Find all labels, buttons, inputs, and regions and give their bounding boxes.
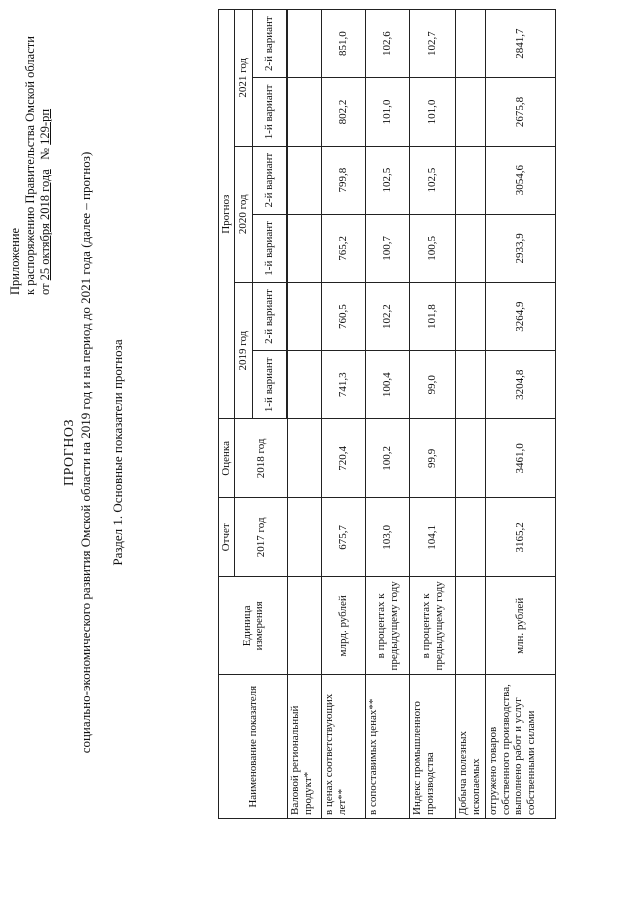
appendix-note	[8, 36, 53, 295]
row-value	[456, 282, 486, 350]
row-value: 102,2	[366, 282, 410, 350]
title-main: ПРОГНОЗ	[62, 419, 77, 487]
row-value: 103,0	[366, 498, 410, 577]
appendix-number: 129-рп	[38, 108, 52, 145]
indicators-table	[218, 9, 556, 819]
col-header-2020: 2020 год	[235, 146, 253, 282]
row-unit: млрд. рублей	[322, 577, 366, 675]
row-name: Добыча полезных ископаемых	[456, 675, 486, 819]
row-unit	[288, 577, 322, 675]
title-sub: социально-экономического развития Омской области на 2019 год и на период до 2021 года (далее – прогноз)	[78, 151, 93, 754]
row-value: 101,8	[410, 282, 456, 350]
row-value: 3461,0	[486, 419, 556, 498]
row-value: 3204,8	[486, 351, 556, 419]
table-row	[456, 10, 486, 819]
col-header-2018: 2018 год	[235, 419, 288, 498]
col-header-2019-v1: 1-й вариант	[253, 351, 287, 419]
row-value: 799,8	[322, 146, 366, 214]
row-name: в сопоставимых ценах**	[366, 675, 410, 819]
row-value	[288, 351, 322, 419]
row-value: 99,9	[410, 419, 456, 498]
col-header-report: Отчет	[219, 498, 235, 577]
row-name: в ценах соответствующих лет**	[322, 675, 366, 819]
row-value: 2841,7	[486, 10, 556, 78]
row-value: 100,7	[366, 214, 410, 282]
row-value: 102,7	[410, 10, 456, 78]
col-header-2020-v2: 2-й вариант	[253, 146, 287, 214]
row-value: 101,0	[366, 78, 410, 146]
row-value: 720,4	[322, 419, 366, 498]
appendix-line3	[38, 36, 53, 295]
row-value	[456, 78, 486, 146]
row-value: 101,0	[410, 78, 456, 146]
row-value	[456, 498, 486, 577]
col-header-name: Наименование показателя	[219, 675, 288, 819]
col-header-unit: Единица измерения	[219, 577, 288, 675]
appendix-date: 25 октября 2018 года	[38, 169, 52, 281]
row-value: 765,2	[322, 214, 366, 282]
col-header-2021: 2021 год	[235, 10, 253, 147]
table-row	[366, 10, 410, 819]
row-value	[288, 498, 322, 577]
table-body	[288, 10, 556, 819]
table-row	[410, 10, 456, 819]
row-value: 760,5	[322, 282, 366, 350]
document-title	[62, 0, 94, 905]
appendix-line2: к распоряжению Правительства Омской области	[23, 36, 37, 295]
row-value: 2675,8	[486, 78, 556, 146]
row-name: Валовой региональный продукт*	[288, 675, 322, 819]
row-unit	[456, 577, 486, 675]
row-name: Индекс промышленного производства	[410, 675, 456, 819]
table-row	[322, 10, 366, 819]
row-value: 102,6	[366, 10, 410, 78]
col-header-forecast: Прогноз	[219, 10, 235, 419]
appendix-line1: Приложение	[8, 227, 22, 295]
row-value: 802,2	[322, 78, 366, 146]
row-value: 851,0	[322, 10, 366, 78]
row-value: 100,2	[366, 419, 410, 498]
row-value	[288, 282, 322, 350]
row-value	[288, 10, 322, 78]
row-value: 3054,6	[486, 146, 556, 214]
row-value: 3264,9	[486, 282, 556, 350]
row-value: 100,4	[366, 351, 410, 419]
row-value	[288, 78, 322, 146]
row-unit: млн. рублей	[486, 577, 556, 675]
row-name: отгружено товаров собственного производства, выполнено работ и услуг собственными силами	[486, 675, 556, 819]
appendix-from: от	[38, 283, 52, 295]
col-header-2020-v1: 1-й вариант	[253, 214, 287, 282]
row-value: 99,0	[410, 351, 456, 419]
row-value: 3165,2	[486, 498, 556, 577]
row-unit: в процентах к предыдущему году	[410, 577, 456, 675]
row-value: 100,5	[410, 214, 456, 282]
row-value	[288, 146, 322, 214]
row-value	[288, 419, 322, 498]
col-header-2019-v2: 2-й вариант	[253, 282, 287, 350]
section-heading: Раздел 1. Основные показатели прогноза	[110, 339, 125, 566]
col-header-2017: 2017 год	[235, 498, 288, 577]
table-row	[486, 10, 556, 819]
row-value	[456, 146, 486, 214]
row-value	[456, 351, 486, 419]
row-value: 675,7	[322, 498, 366, 577]
table-row	[288, 10, 322, 819]
col-header-2021-v2: 2-й вариант	[253, 10, 287, 78]
col-header-2021-v1: 1-й вариант	[253, 78, 287, 146]
row-value	[456, 419, 486, 498]
row-value: 741,3	[322, 351, 366, 419]
row-value	[456, 10, 486, 78]
row-value	[456, 214, 486, 282]
row-value: 104,1	[410, 498, 456, 577]
row-value	[288, 214, 322, 282]
row-value: 102,5	[366, 146, 410, 214]
row-value: 2933,9	[486, 214, 556, 282]
row-unit: в процентах к предыдущему году	[366, 577, 410, 675]
col-header-2019: 2019 год	[235, 282, 253, 418]
row-value: 102,5	[410, 146, 456, 214]
col-header-estimate: Оценка	[219, 419, 235, 498]
appendix-no: №	[38, 147, 52, 160]
